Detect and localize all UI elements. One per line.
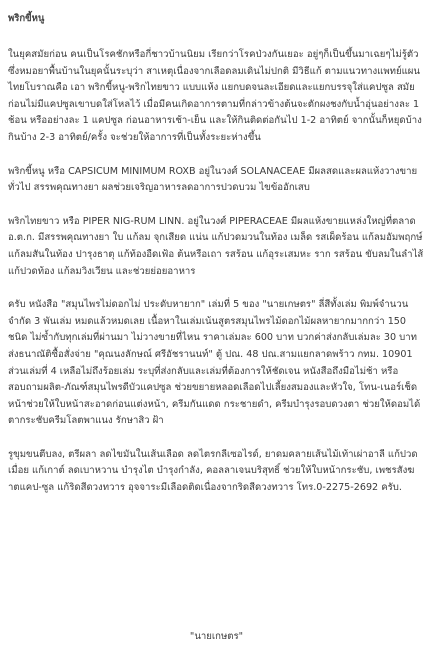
article-author-signature: "นายเกษตร" [189, 631, 244, 642]
article-title: พริกขี้หนู [8, 13, 45, 24]
article-paragraph-chili: พริกขี้หนู หรือ CAPSICUM MINIMUM ROXB อยู่ในวงศ์ SOLANACEAE มีผลสดและผลแห้งวางขายทั่วไป สรรพคุณทางยา ผลช่วยเจริญอาหารลดอาการปวดบวม ไขข้ออักเสบ [8, 165, 418, 194]
article-paragraph-intro: ในยุคสมัยก่อน คนเป็นโรคชักหรือกี่ชาวบ้านนิยม เรียกว่าโรคป่วงกันเยอะ อยู่ๆก็เป็นขึ้นมาเฉยๆไม่รู้ตัว ซึ่งหมอยาพื้นบ้านในยุคนั้นระบุว่า สาเหตุเนื่องจากเลือดลมเดินไม่ปกติ มีวิธีแก้ ตามแนวทางแพทย์แผนไทยโบราณคือ เอา พริกขี้หนู-พริกไทยขาว แบบแห้ง แยกบดจนละเอียดและแยกบรรจุใส่แคปซูล สมัยก่อนไม่มีแคปซูลเขาบดใส่โหลไว้ เมื่อมีคนเกิดอาการตามที่กล่าวข้างต้นจะตักผงชงกับน้ำอุ่นอย่างละ 1 ช้อน หรืออย่างละ 1 แคปซูล ก่อนอาหารเช้า-เย็น และให้กินติดต่อกันไป 1-2 อาทิตย์ จากนั้นก็หยุดบ้างกินบ้าง 2-3 อาทิตย์/ครั้ง จะช่วยให้อาการที่เป็นทั้งระยะห่างขึ้น [8, 49, 422, 143]
article-paragraph-book-info: ครับ หนังสือ "สมุนไพรไม่ดอกไม่ ประดับหายาก" เล่มที่ 5 ของ "นายเกษตร" ลี่สีทั้งเล่ม พิมพ์จำนวนจำกัด 3 พันเล่ม หมดแล้วหมดเลย เนื้อหาในเล่มเน้นสูตรสมุนไพรไม้ดอกไม้ผลหายากมากกว่า 150 ชนิด ไม่ซ้ำกับทุกเล่มที่ผ่านมา ไม่วางขายที่ไหน ราคาเล่มละ 600 บาท บวกค่าส่งกลับเล่มละ 30 บาท ส่งธนาณัติซื้อสั่งจ่าย "คุณนงลักษณ์ ศรีอัชรานนท์" ตู้ ปณ. 48 ปณ.สามแยกลาดพร้าว กทม. 10901 ส่วนเล่มที่ 4 เหลือไม่ถึงร้อยเล่ม ระบุที่ส่งกลับและเล่มที่ต้องการให้ชัดเจน หนังสือถึงมือไม่ช้า หรือสอบถามผลิต-ภัณฑ์สมุนไพรดีบัวแคปซูล ช่วยขยายหลอดเลือดไปเลี้ยงสมองและหัวใจ, โทน-เนอร์เช็ดหน้าช่วยให้ใบหน้าสะอาดก่อนแต่งหน้า, ครีมกันแดด กระชายดำ, ครีมบำรุงรอบดวงตา ช่วยให้ดอมได้ ตากระชับครีมโลตพาแนง รักษาสิว ฝ้า [8, 299, 421, 427]
article-paragraph-products: รูขุมขนตีบลง, ตรีผลา ลดไขมันในเส้นเลือด ลดไตรกลีเซอไรด์, ยาดมคลายเส้นไม้เท้าเผ่าอาลี แก้ปวดเมื่อย แก้เกาต์ ลดเบาหวาน บำรุงไต บำรุงกำลัง, คอลลาเจนบริสุทธิ์ ช่วยให้ใบหน้ากระชับ, เพชรสังฆาตแคป-ซูล แก้ริดสีดวงทวาร อุจจาระมีเลือดติดเนื่องจากริดสีดวงทวาร โทร.0-2275-2692 ครับ. [8, 448, 418, 494]
article-paragraph-white-pepper: พริกไทยขาว หรือ PIPER NIG-RUM LINN. อยู่ในวงศ์ PIPERACEAE มีผลแห้งขายแหล่งใหญ่ที่ตลาด อ.ต.ก. มีสรรพคุณทางยา ใบ แก้ลม จุกเสียด แน่น แก้ปวดมวนในท้อง เมล็ด รสเผ็ดร้อน แก้ลมอัมพฤกษ์ แก้ลมสันในท้อง ปารุงธาตุ แก้ท้องอืดเฟ้อ ต้นหรือเถา รสร้อน แก้อุระเสมหะ ราก รสร้อน ขับลมในลำไส้ แก้ปวดท้อง แก้ลมวิงเวียน และช่วยย่อยอาหาร [8, 215, 424, 277]
